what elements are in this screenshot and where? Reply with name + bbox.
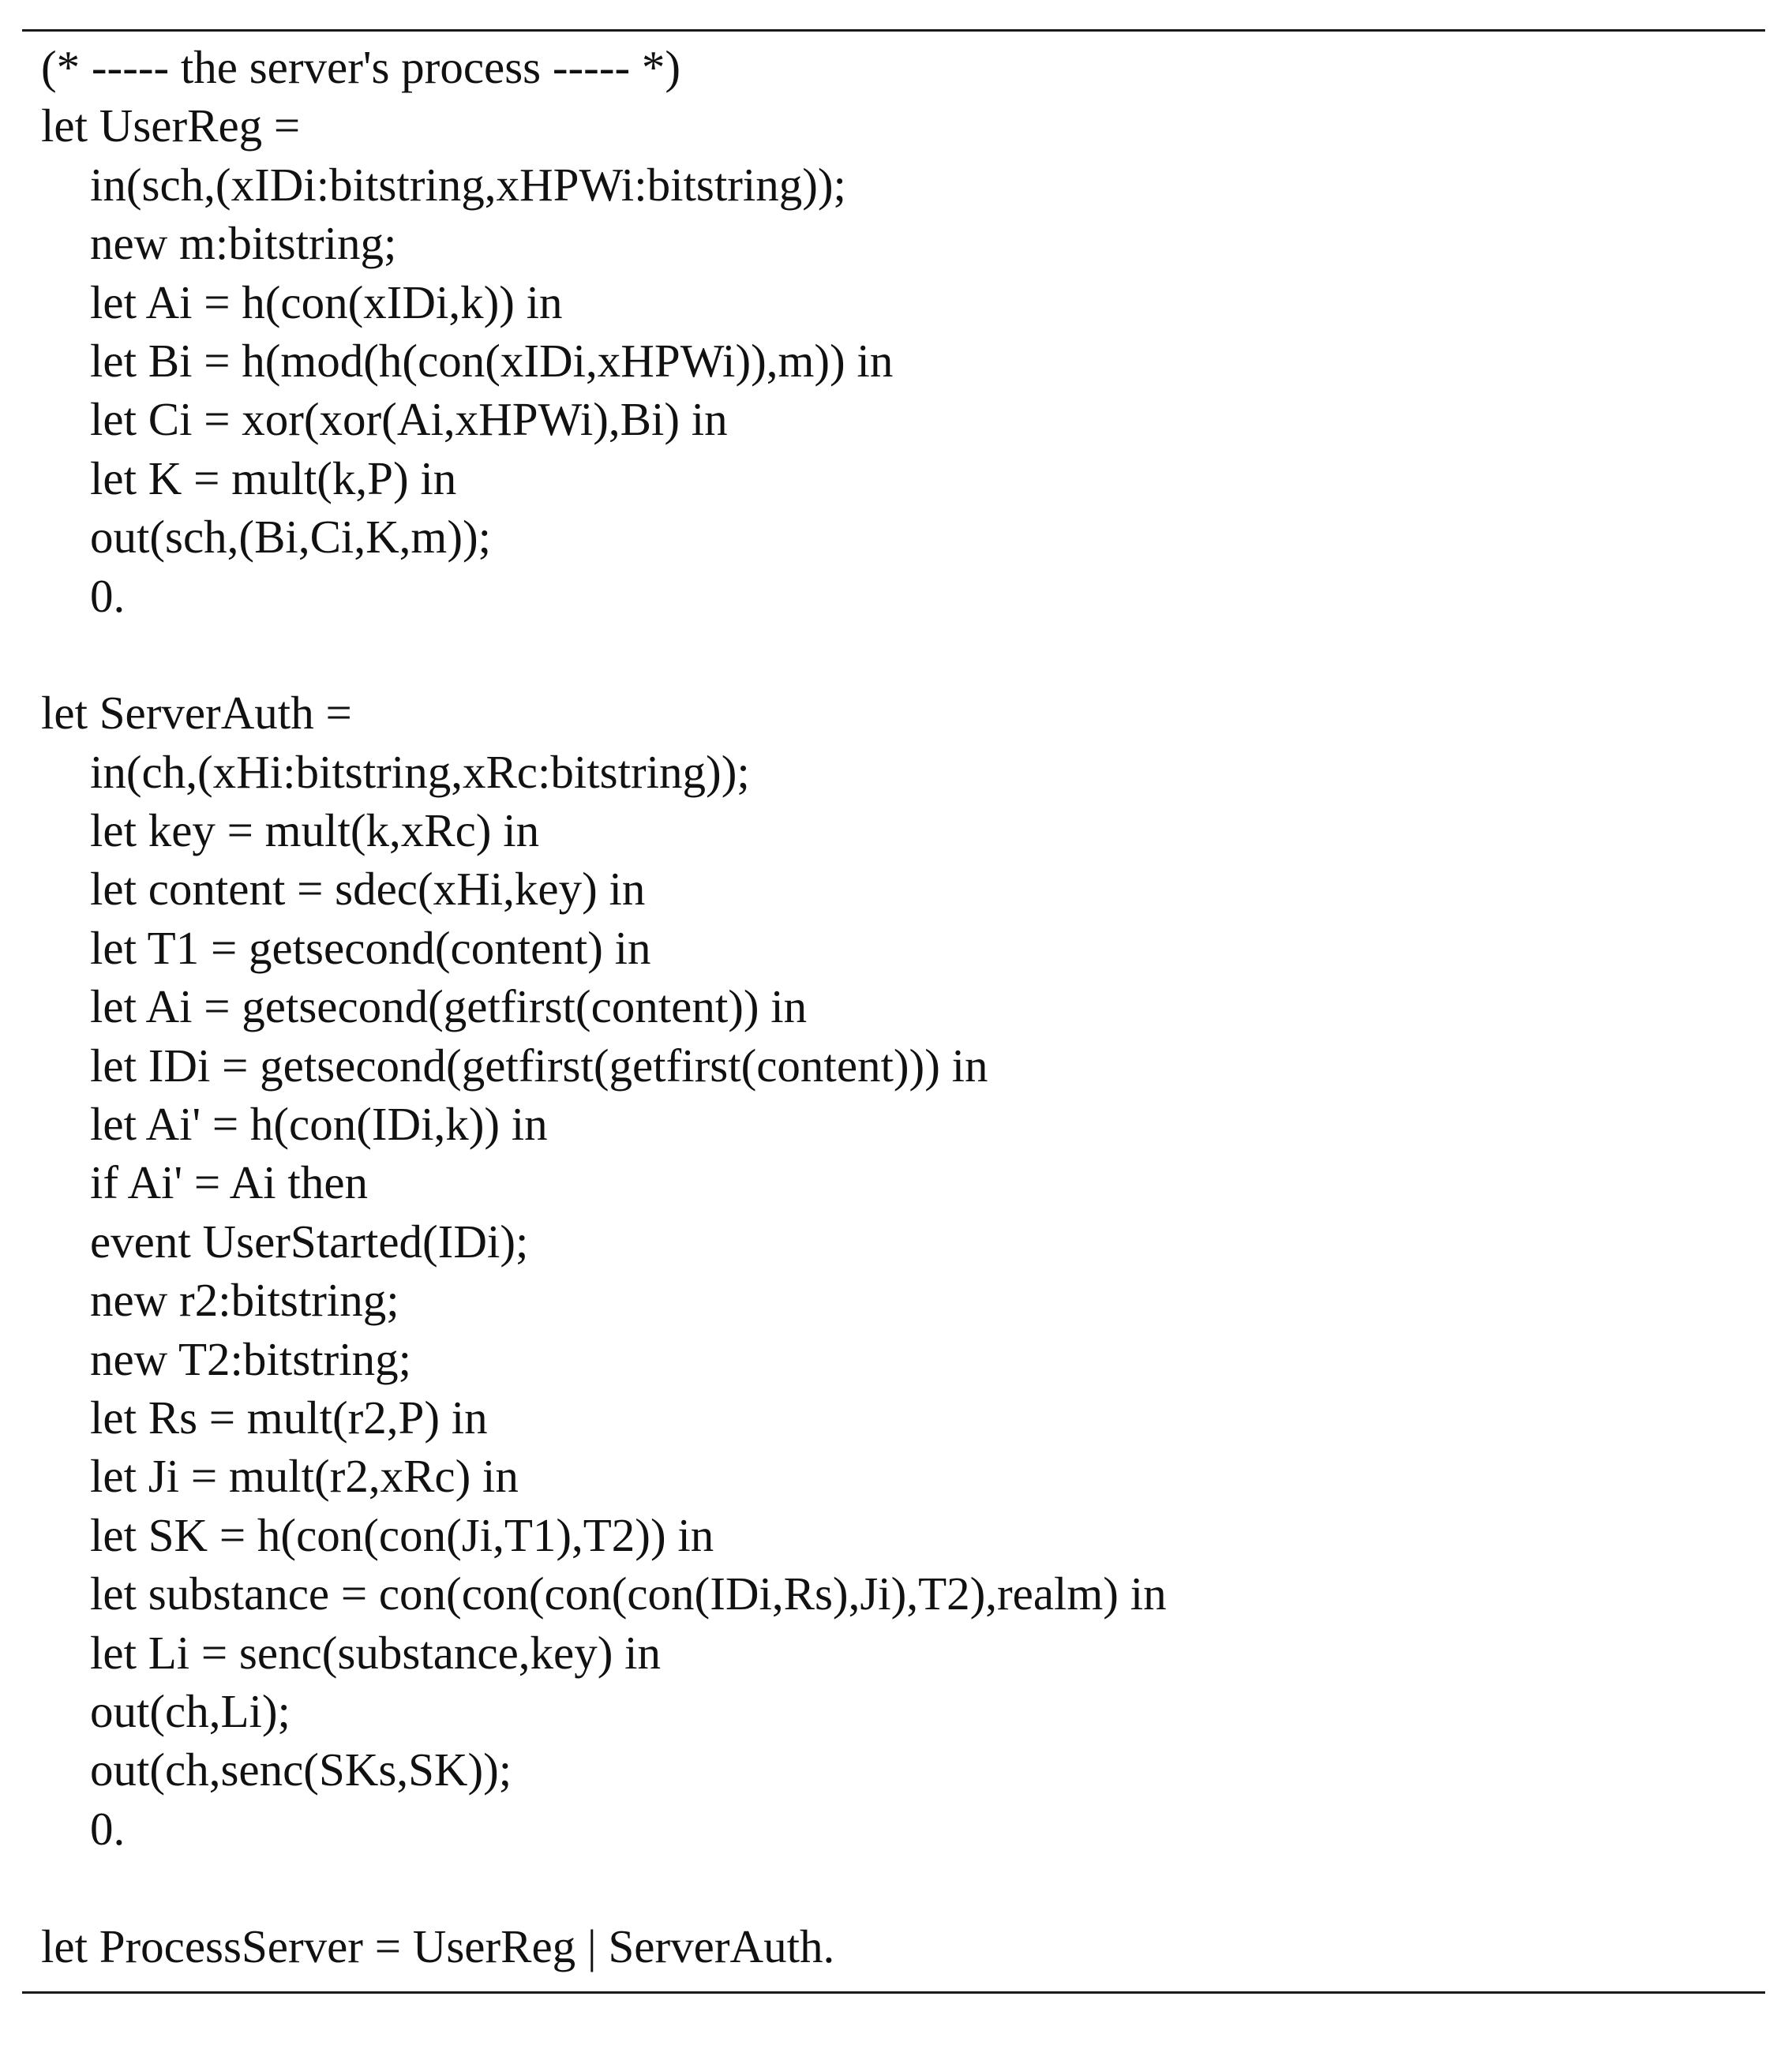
code-line: new m:bitstring; xyxy=(90,217,397,270)
code-line: let Ci = xor(xor(Ai,xHPWi),Bi) in xyxy=(90,393,728,446)
code-line: let IDi = getsecond(getfirst(getfirst(content))) in xyxy=(90,1039,988,1092)
code-line: let content = sdec(xHi,key) in xyxy=(90,863,646,916)
code-line: let Ji = mult(r2,xRc) in xyxy=(90,1450,519,1503)
code-line: in(sch,(xIDi:bitstring,xHPWi:bitstring)); xyxy=(90,158,846,211)
process-server-line: let ProcessServer = UserReg | ServerAuth. xyxy=(41,1920,835,1972)
code-line: if Ai' = Ai then xyxy=(90,1156,369,1209)
code-listing xyxy=(41,38,1754,1976)
code-line: let Ai' = h(con(IDi,k)) in xyxy=(90,1098,548,1151)
code-line: let substance = con(con(con(con(IDi,Rs),Ji),T2),realm) in xyxy=(90,1567,1167,1620)
code-line: in(ch,(xHi:bitstring,xRc:bitstring)); xyxy=(90,745,750,798)
code-line: let SK = h(con(con(Ji,T1),T2)) in xyxy=(90,1508,714,1561)
code-line: out(ch,Li); xyxy=(90,1684,291,1737)
code-line: let T1 = getsecond(content) in xyxy=(90,921,651,974)
code-line: let Ai = getsecond(getfirst(content)) in xyxy=(90,980,808,1033)
code-line: let Ai = h(con(xIDi,k)) in xyxy=(90,275,563,328)
blank-line xyxy=(41,1858,1754,1916)
code-line: 0. xyxy=(90,569,126,622)
code-line: let Rs = mult(r2,P) in xyxy=(90,1391,488,1444)
code-line: 0. xyxy=(90,1802,126,1855)
code-line: out(sch,(Bi,Ci,K,m)); xyxy=(90,511,492,564)
code-line: new r2:bitstring; xyxy=(90,1274,399,1327)
code-line: new T2:bitstring; xyxy=(90,1332,411,1385)
code-line: let Bi = h(mod(h(con(xIDi,xHPWi)),m)) in xyxy=(90,334,894,387)
bottom-rule xyxy=(22,1991,1765,1994)
user-reg-header: let UserReg = xyxy=(41,99,301,152)
code-line: out(ch,senc(SKs,SK)); xyxy=(90,1743,512,1796)
code-line: let Li = senc(substance,key) in xyxy=(90,1626,662,1679)
code-line: let key = mult(k,xRc) in xyxy=(90,804,540,857)
blank-line xyxy=(41,625,1754,684)
server-auth-header: let ServerAuth = xyxy=(41,687,352,740)
comment-line: (* ----- the server's process ----- *) xyxy=(41,41,681,93)
top-rule xyxy=(22,29,1765,32)
code-line: let K = mult(k,P) in xyxy=(90,451,457,504)
code-line: event UserStarted(IDi); xyxy=(90,1215,529,1268)
